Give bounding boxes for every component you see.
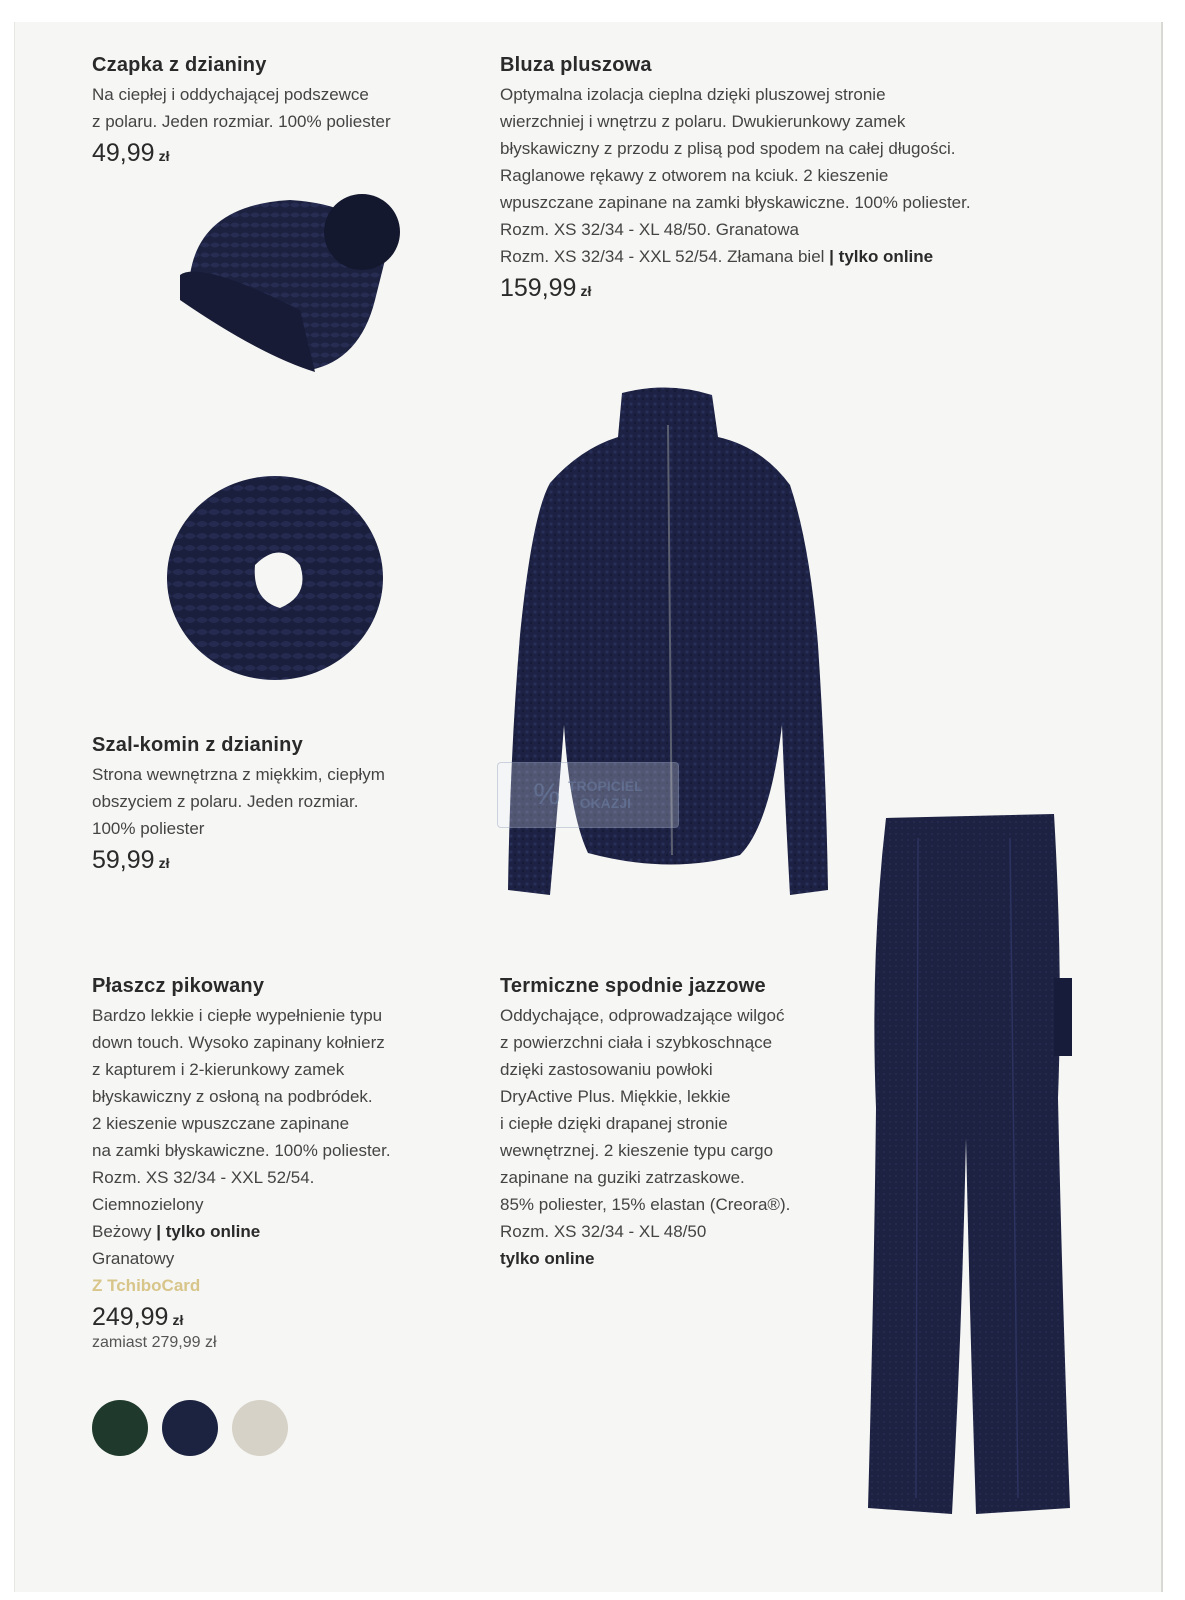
watermark-logo: % TROPICIEL OKAZJI	[497, 762, 679, 828]
tchibocard-label: Z TchiboCard	[92, 1276, 201, 1295]
product-pants	[500, 975, 790, 1272]
pants-title: Termiczne spodnie jazzowe	[500, 975, 766, 997]
coat-online-badge: | tylko online	[156, 1222, 261, 1241]
scarf-price: 59,99 zł	[92, 846, 170, 874]
product-hat	[92, 54, 391, 168]
hat-description: Na ciepłej i oddychającej podszewce z polaru. Jeden rozmiar. 100% poliester	[92, 85, 391, 131]
fleece-description: Optymalna izolacja cieplna dzięki pluszowej stronie wierzchniej i wnętrzu z polaru. Dwukierunkowy zamek błyskawiczny z przodu z plisą pod spodem na całej długości. Raglanowe rękawy z otworem na kciuk. 2 kieszenie wpuszczane zapinane na zamki błyskawiczne. 100% poliester. Rozm. XS 32/34 - XL 48/50. Granatowa Rozm. XS 32/34 - XXL 52/54. Złamana biel | tylko online	[500, 85, 971, 266]
pants-online-badge: tylko online	[500, 1249, 595, 1268]
product-scarf	[92, 734, 385, 875]
hat-price: 49,99 zł	[92, 139, 170, 167]
pants-image	[858, 808, 1083, 1528]
coat-old-price: zamiast 279,99 zł	[92, 1334, 217, 1351]
swatch-navy[interactable]	[162, 1400, 218, 1456]
product-fleece	[500, 54, 971, 303]
swatch-dark-green[interactable]	[92, 1400, 148, 1456]
swatch-beige[interactable]	[232, 1400, 288, 1456]
coat-price: 249,99 zł	[92, 1303, 184, 1331]
hat-title: Czapka z dzianiny	[92, 54, 267, 76]
fleece-title: Bluza pluszowa	[500, 54, 652, 76]
scarf-description: Strona wewnętrzna z miękkim, ciepłym obszyciem z polaru. Jeden rozmiar. 100% poliester	[92, 765, 385, 838]
scarf-title: Szal-komin z dzianiny	[92, 734, 303, 756]
coat-color-swatches	[92, 1400, 288, 1456]
fleece-online-badge: | tylko online	[829, 247, 934, 266]
hat-image	[170, 180, 410, 380]
coat-title: Płaszcz pikowany	[92, 975, 265, 997]
fleece-image	[500, 385, 835, 910]
product-coat	[92, 975, 391, 1352]
coat-description: Bardzo lekkie i ciepłe wypełnienie typu down touch. Wysoko zapinany kołnierz z kapturem i 2-kierunkowy zamek błyskawiczny z osłoną na podbródek. 2 kieszenie wpuszczane zapinane na zamki błyskawiczne. 100% poliester. Rozm. XS 32/34 - XXL 52/54. Ciemnozielony Beżowy | tylko online Granatowy	[92, 1006, 391, 1268]
scarf-image	[160, 470, 390, 685]
fleece-price: 159,99 zł	[500, 274, 592, 302]
pants-description: Oddychające, odprowadzające wilgoć z powierzchni ciała i szybkoschnące dzięki zastosowaniu powłoki DryActive Plus. Miękkie, lekkie i ciepłe dzięki drapanej stronie wewnętrznej. 2 kieszenie typu cargo zapinane na guziki zatrzaskowe. 85% poliester, 15% elastan (Creora®). Rozm. XS 32/34 - XL 48/50 tylko online	[500, 1002, 790, 1272]
